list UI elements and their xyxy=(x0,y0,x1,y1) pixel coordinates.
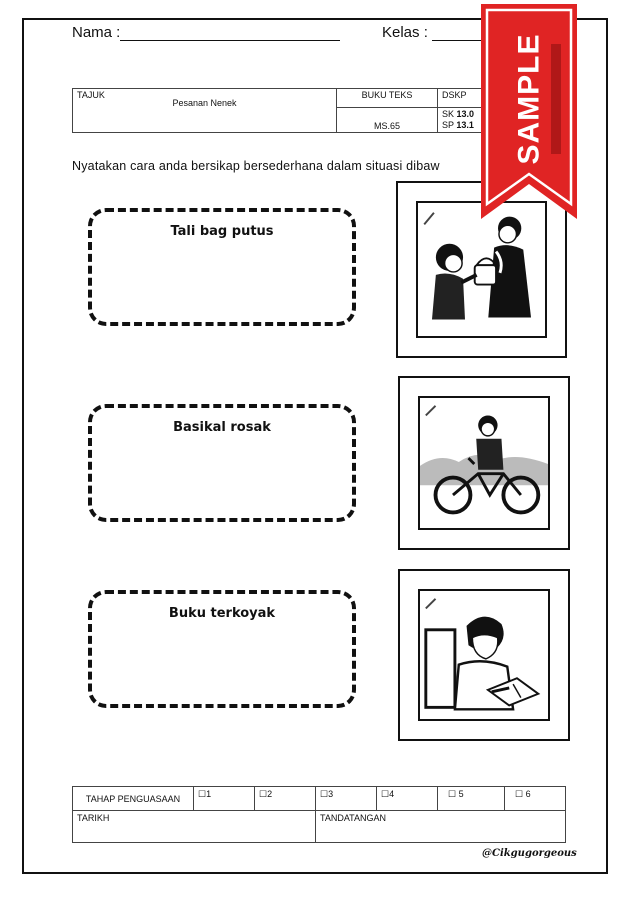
sample-watermark xyxy=(481,4,577,194)
buku-label: BUKU TEKS xyxy=(337,89,438,108)
level-4-checkbox[interactable]: ☐ xyxy=(381,789,390,799)
level-3-checkbox[interactable]: ☐ xyxy=(320,789,329,799)
level-2-checkbox[interactable]: ☐ xyxy=(259,789,268,799)
picture-frame-3 xyxy=(398,569,570,741)
tahap-label: TAHAP PENGUASAAN xyxy=(73,787,194,811)
level-6-label: 6 xyxy=(525,789,531,799)
boy-with-torn-book-image xyxy=(418,589,550,721)
situation-label-1: Tali bag putus xyxy=(170,224,274,239)
level-3-cell[interactable] xyxy=(316,787,377,811)
sp-value: 13.1 xyxy=(456,120,474,130)
level-5-checkbox[interactable]: ☐ xyxy=(448,789,457,799)
level-1-label: 1 xyxy=(206,789,212,799)
nama-label: Nama : xyxy=(72,24,121,41)
dskp-label: DSKP xyxy=(438,89,572,108)
answer-box-2[interactable] xyxy=(88,404,356,522)
nama-line[interactable] xyxy=(120,26,340,41)
sk-prefix: SK xyxy=(442,109,455,119)
level-1-cell[interactable] xyxy=(194,787,255,811)
level-4-cell[interactable] xyxy=(377,787,438,811)
tandatangan-cell[interactable]: TANDATANGAN xyxy=(316,811,566,843)
sp-prefix: SP xyxy=(442,120,454,130)
mother-fixing-bag-strap-image xyxy=(416,201,547,338)
situation-label-3: Buku terkoyak xyxy=(168,606,276,621)
level-2-cell[interactable] xyxy=(255,787,316,811)
tajuk-cell xyxy=(73,89,337,133)
level-6-checkbox[interactable]: ☐ xyxy=(515,789,524,799)
assessment-table xyxy=(72,786,566,843)
tajuk-value: Pesanan Nenek xyxy=(172,98,237,108)
level-6-cell[interactable] xyxy=(505,787,566,811)
answer-box-1[interactable] xyxy=(88,208,356,326)
tarikh-cell[interactable]: TARIKH xyxy=(73,811,316,843)
answer-box-3[interactable] xyxy=(88,590,356,708)
level-4-label: 4 xyxy=(389,789,395,799)
kelas-label: Kelas : xyxy=(382,24,428,41)
level-5-cell[interactable] xyxy=(438,787,505,811)
tajuk-label: TAJUK xyxy=(77,90,105,100)
sample-watermark-text: SAMPLE xyxy=(512,33,546,165)
situation-label-2: Basikal rosak xyxy=(173,420,271,435)
author-signature: @Cikgugorgeous xyxy=(482,848,577,859)
picture-frame-2 xyxy=(398,376,570,550)
level-5-label: 5 xyxy=(458,789,464,799)
nama-row xyxy=(72,24,340,41)
boy-with-bicycle-image xyxy=(418,396,550,530)
level-2-label: 2 xyxy=(267,789,273,799)
sk-value: 13.0 xyxy=(456,109,475,119)
buku-value: MS.65 xyxy=(337,108,438,133)
instruction-text: Nyatakan cara anda bersikap bersederhana dalam situasi dibaw xyxy=(72,159,440,173)
level-3-label: 3 xyxy=(328,789,334,799)
level-1-checkbox[interactable]: ☐ xyxy=(198,789,207,799)
